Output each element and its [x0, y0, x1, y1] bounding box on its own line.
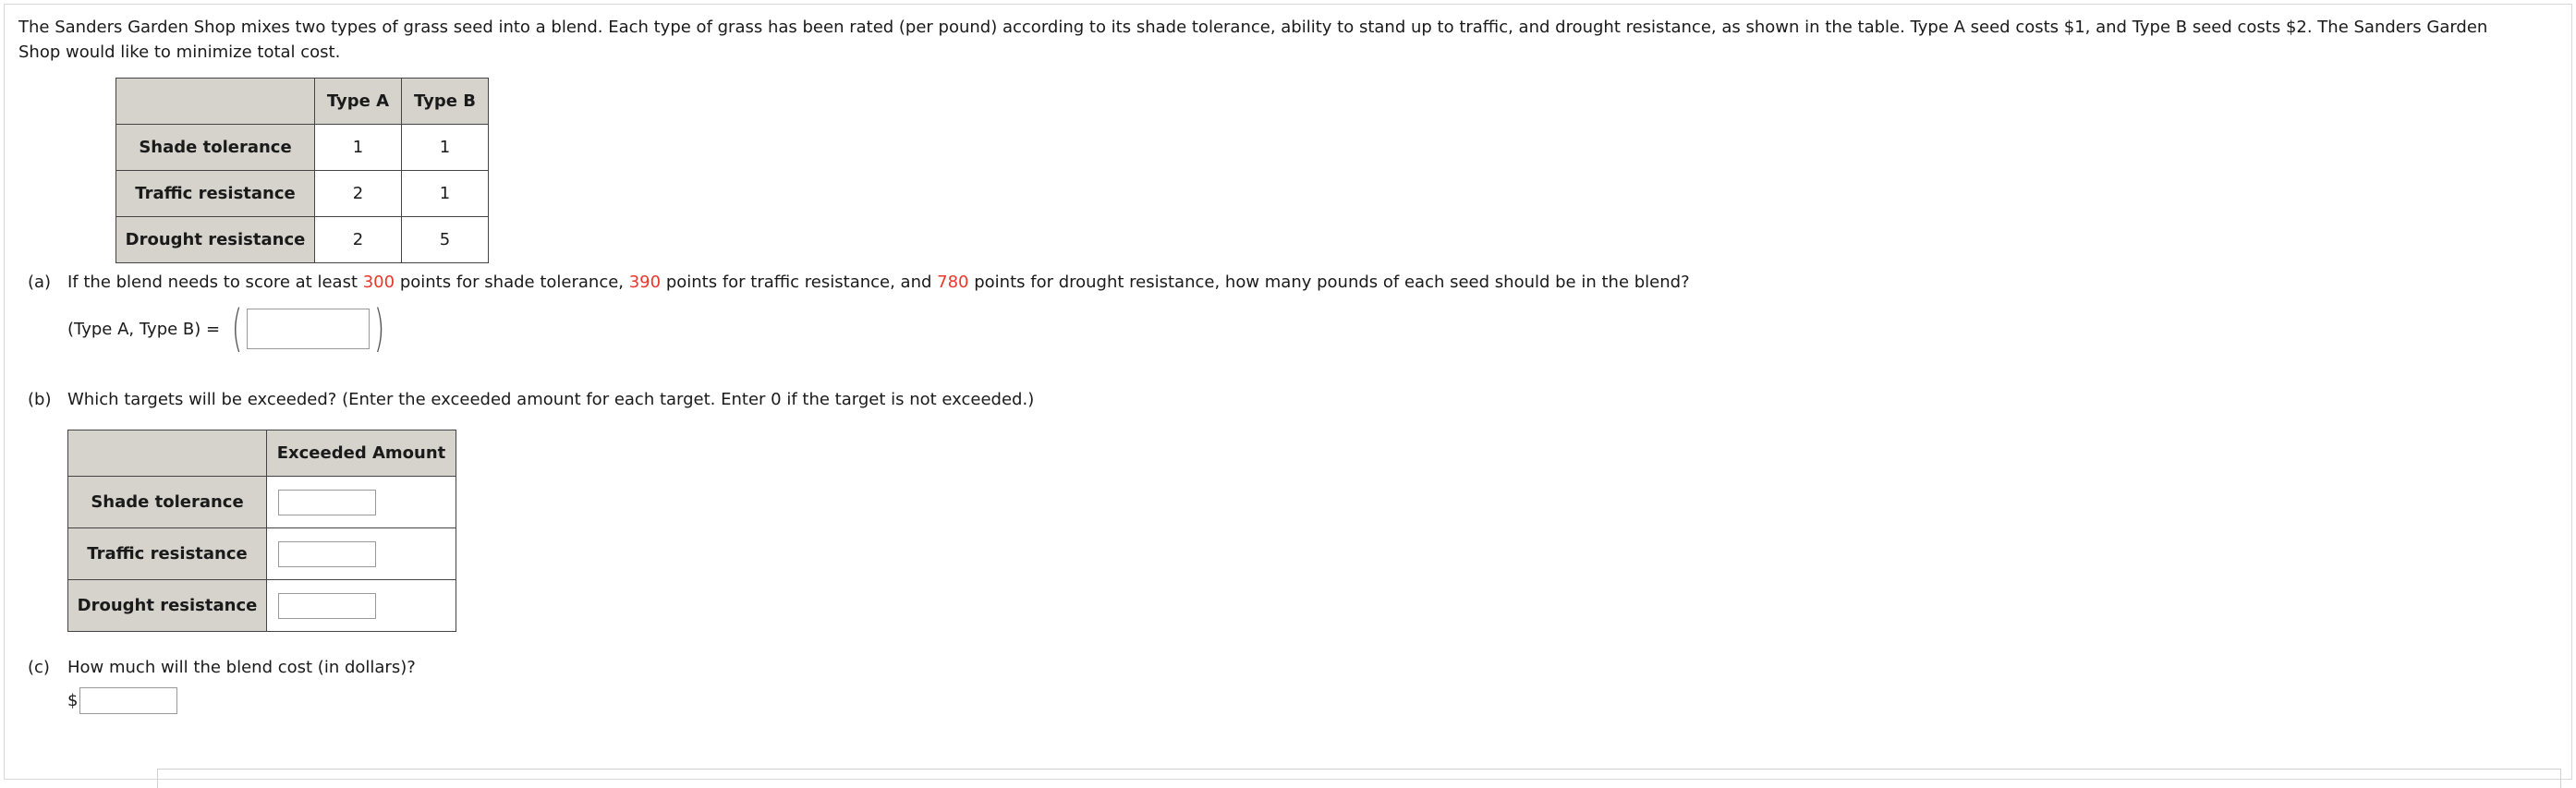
row-header: Drought resistance [68, 580, 267, 632]
table-corner-cell [116, 79, 315, 125]
table-header-row [68, 430, 456, 477]
table-row [116, 171, 489, 217]
part-c-text: How much will the blend cost (in dollars)? [67, 658, 416, 677]
ratings-table [115, 78, 489, 263]
part-a-text: points for traffic resistance, and [661, 273, 938, 292]
row-header: Shade tolerance [68, 477, 267, 528]
drought-exceeded-input[interactable] [278, 593, 376, 619]
part-b-question [28, 388, 1034, 412]
table-cell: 1 [402, 125, 489, 171]
part-a-question [28, 271, 1690, 295]
part-b-label: (b) [28, 390, 52, 409]
table-corner-cell [68, 430, 267, 477]
row-header: Shade tolerance [116, 125, 315, 171]
table-header-row [116, 79, 489, 125]
table-cell [267, 580, 456, 632]
row-header: Drought resistance [116, 217, 315, 263]
column-header: Type A [315, 79, 402, 125]
part-a-text: points for shade tolerance, [395, 273, 629, 292]
problem-intro: The Sanders Garden Shop mixes two types of grass seed into a blend. Each type of grass has been rated (per pound) according to its shade tolerance, ability to stand up to traffic, and drought resistance, as shown in the table. Type A seed costs $1, and Type B seed costs $2. The Sanders Garden Shop would like to minimize total cost. [18, 18, 2488, 62]
table-cell: 2 [315, 171, 402, 217]
traffic-exceeded-input[interactable] [278, 541, 376, 567]
next-section-box [157, 769, 2561, 788]
table-cell: 1 [315, 125, 402, 171]
table-cell: 1 [402, 171, 489, 217]
row-header: Traffic resistance [68, 528, 267, 580]
table-cell [267, 528, 456, 580]
part-a-label: (a) [28, 273, 52, 292]
table-row [68, 528, 456, 580]
answer-label: (Type A, Type B) = [67, 319, 221, 339]
column-header: Exceeded Amount [267, 430, 456, 477]
part-a-text: If the blend needs to score at least [67, 273, 363, 292]
part-a-text: points for drought resistance, how many pounds of each seed should be in the blend? [968, 273, 1690, 292]
drought-target-value: 780 [937, 273, 969, 292]
part-b-text: Which targets will be exceeded? (Enter the exceeded amount for each target. Enter 0 if the target is not exceeded.) [67, 390, 1035, 409]
currency-symbol: $ [67, 691, 79, 710]
part-c-label: (c) [28, 658, 50, 677]
table-cell: 2 [315, 217, 402, 263]
table-cell: 5 [402, 217, 489, 263]
exceeded-table [67, 430, 456, 632]
open-paren: ( [231, 299, 243, 358]
table-row [68, 477, 456, 528]
shade-exceeded-input[interactable] [278, 490, 376, 515]
part-a-answer-row [67, 299, 389, 358]
blend-cost-input[interactable] [79, 687, 177, 714]
cost-answer-row [67, 687, 177, 714]
traffic-target-value: 390 [628, 273, 662, 292]
table-row [68, 580, 456, 632]
shade-target-value: 300 [362, 273, 395, 292]
table-cell [267, 477, 456, 528]
table-row [116, 125, 489, 171]
table-row [116, 217, 489, 263]
close-paren: ) [373, 299, 385, 358]
type-a-type-b-input[interactable] [247, 309, 370, 349]
part-c-question [28, 656, 416, 680]
column-header: Type B [402, 79, 489, 125]
row-header: Traffic resistance [116, 171, 315, 217]
